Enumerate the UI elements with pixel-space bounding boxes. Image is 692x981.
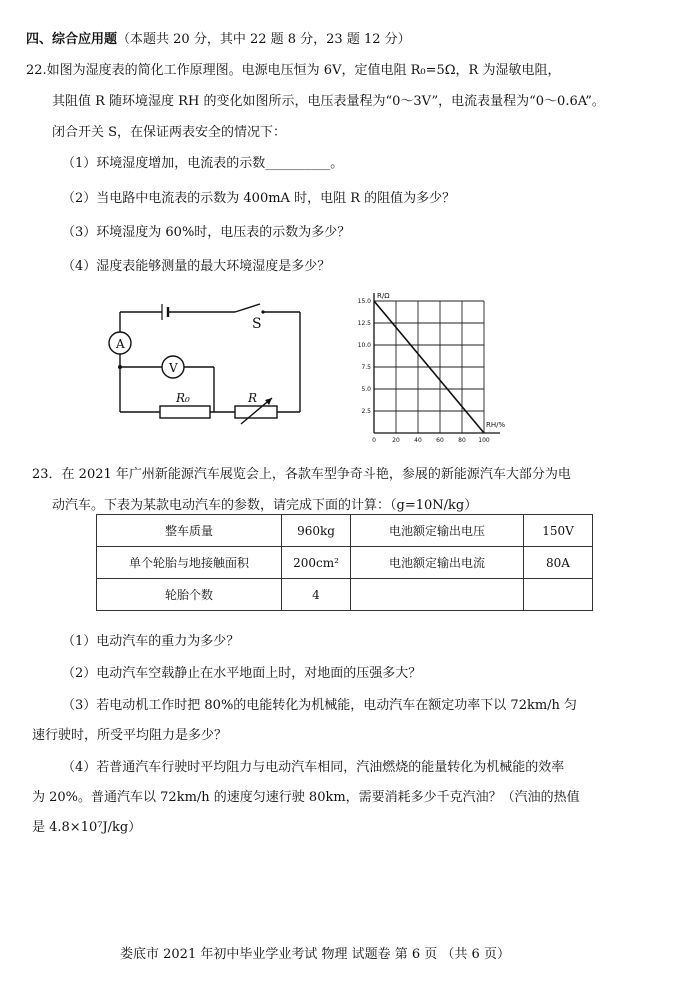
y-tick-label: 15.0 xyxy=(357,298,371,305)
circuit-diagram xyxy=(100,292,310,432)
q23-part-2: （2）电动汽车空载静止在水平地面上时，对地面的压强多大？ xyxy=(62,666,422,681)
q23-part-1: （1）电动汽车的重力为多少？ xyxy=(62,634,240,649)
y-tick-label: 2.5 xyxy=(361,408,371,415)
table-cell: 轮胎个数 xyxy=(97,579,282,611)
table-cell: 150V xyxy=(524,515,593,547)
table-row xyxy=(97,579,593,611)
table-cell: 电池额定输出电压 xyxy=(351,515,524,547)
q22-part-1: （1）环境湿度增加，电流表的示数__________。 xyxy=(62,156,344,171)
table-row xyxy=(97,547,593,579)
chart-labels xyxy=(358,292,506,444)
q22-part-3: （3）环境湿度为 60%时，电压表的示数为多少？ xyxy=(62,225,351,240)
x-tick-label: 0 xyxy=(372,437,376,444)
x-axis-label: RH/% xyxy=(486,421,506,429)
r-label: R xyxy=(248,391,258,405)
x-tick-label: 80 xyxy=(458,437,466,444)
table-cell: 960kg xyxy=(282,515,351,547)
q22-part-2: （2）当电路中电流表的示数为 400mA 时，电阻 R 的阻值为多少？ xyxy=(62,191,456,206)
page-footer: 娄底市 2021 年初中毕业学业考试 物理 试题卷 第 6 页 （共 6 页） xyxy=(120,947,510,962)
section-title: 四、综合应用题 xyxy=(26,32,118,47)
x-tick-label: 20 xyxy=(392,437,400,444)
q23-part-3: （3）若电动机工作时把 80%的电能转化为机械能，电动汽车在额定功率下以 72km/h 匀 xyxy=(62,698,578,713)
q23-part-4-cont2: 是 4.8×10⁷J/kg） xyxy=(32,820,142,835)
x-tick-label: 60 xyxy=(436,437,444,444)
ammeter-label: A xyxy=(116,337,125,351)
q23-stem-line2: 动汽车。下表为某款电动汽车的参数，请完成下面的计算：（g=10N/kg） xyxy=(52,498,478,513)
table-cell: 4 xyxy=(282,579,351,611)
q22-stem-line1: 22.如图为湿度表的简化工作原理图。电源电压恒为 6V，定值电阻 R₀=5Ω，R 为湿敏电阻， xyxy=(26,63,561,78)
switch-label: S xyxy=(252,316,262,332)
y-tick-label: 5.0 xyxy=(361,386,371,393)
table-cell: 200cm² xyxy=(282,547,351,579)
q22-stem-line3: 闭合开关 S，在保证两表安全的情况下： xyxy=(52,125,287,140)
table-cell: 整车质量 xyxy=(97,515,282,547)
resistance-humidity-chart xyxy=(350,290,530,445)
table-cell xyxy=(524,579,593,611)
resistor-r0 xyxy=(160,406,210,418)
table-cell: 电池额定输出电流 xyxy=(351,547,524,579)
q22-stem-line2: 其阻值 R 随环境湿度 RH 的变化如图所示，电压表量程为“0～3V”，电流表量程为“0～0.6A”。 xyxy=(52,94,605,109)
voltmeter-label: V xyxy=(169,361,178,375)
q23-part-4: （4）若普通汽车行驶时平均阻力与电动汽车相同，汽油燃烧的能量转化为机械能的效率 xyxy=(62,760,565,775)
variable-arrowhead xyxy=(265,398,272,405)
junction-dot xyxy=(118,365,122,369)
q23-stem-line1: 23．在 2021 年广州新能源汽车展览会上，各款车型争奇斗艳，参展的新能源汽车大部分为电 xyxy=(32,467,571,482)
y-axis-label: R/Ω xyxy=(377,292,390,300)
section-note: （本题共 20 分，其中 22 题 8 分，23 题 12 分） xyxy=(117,32,411,47)
table-cell xyxy=(351,579,524,611)
table-cell: 单个轮胎与地接触面积 xyxy=(97,547,282,579)
ev-parameter-table xyxy=(96,514,593,611)
table-row xyxy=(97,515,593,547)
chart-axes xyxy=(374,293,500,433)
switch-contact xyxy=(261,310,264,313)
q22-part-4: （4）湿度表能够测量的最大环境湿度是多少？ xyxy=(62,259,331,274)
q23-part-4-cont: 为 20%。普通汽车以 72km/h 的速度匀速行驶 80km，需要消耗多少千克汽油？（汽油的热值 xyxy=(32,790,580,805)
section-heading xyxy=(26,28,411,47)
x-tick-label: 40 xyxy=(414,437,422,444)
table-cell: 80A xyxy=(524,547,593,579)
switch-blade xyxy=(235,304,260,312)
q23-part-3-cont: 速行驶时，所受平均阻力是多少？ xyxy=(32,728,228,743)
y-tick-label: 12.5 xyxy=(357,320,371,327)
x-tick-label: 100 xyxy=(478,437,490,444)
y-tick-label: 10.0 xyxy=(357,342,371,349)
y-tick-label: 7.5 xyxy=(361,364,371,371)
r0-label: R₀ xyxy=(176,391,190,405)
